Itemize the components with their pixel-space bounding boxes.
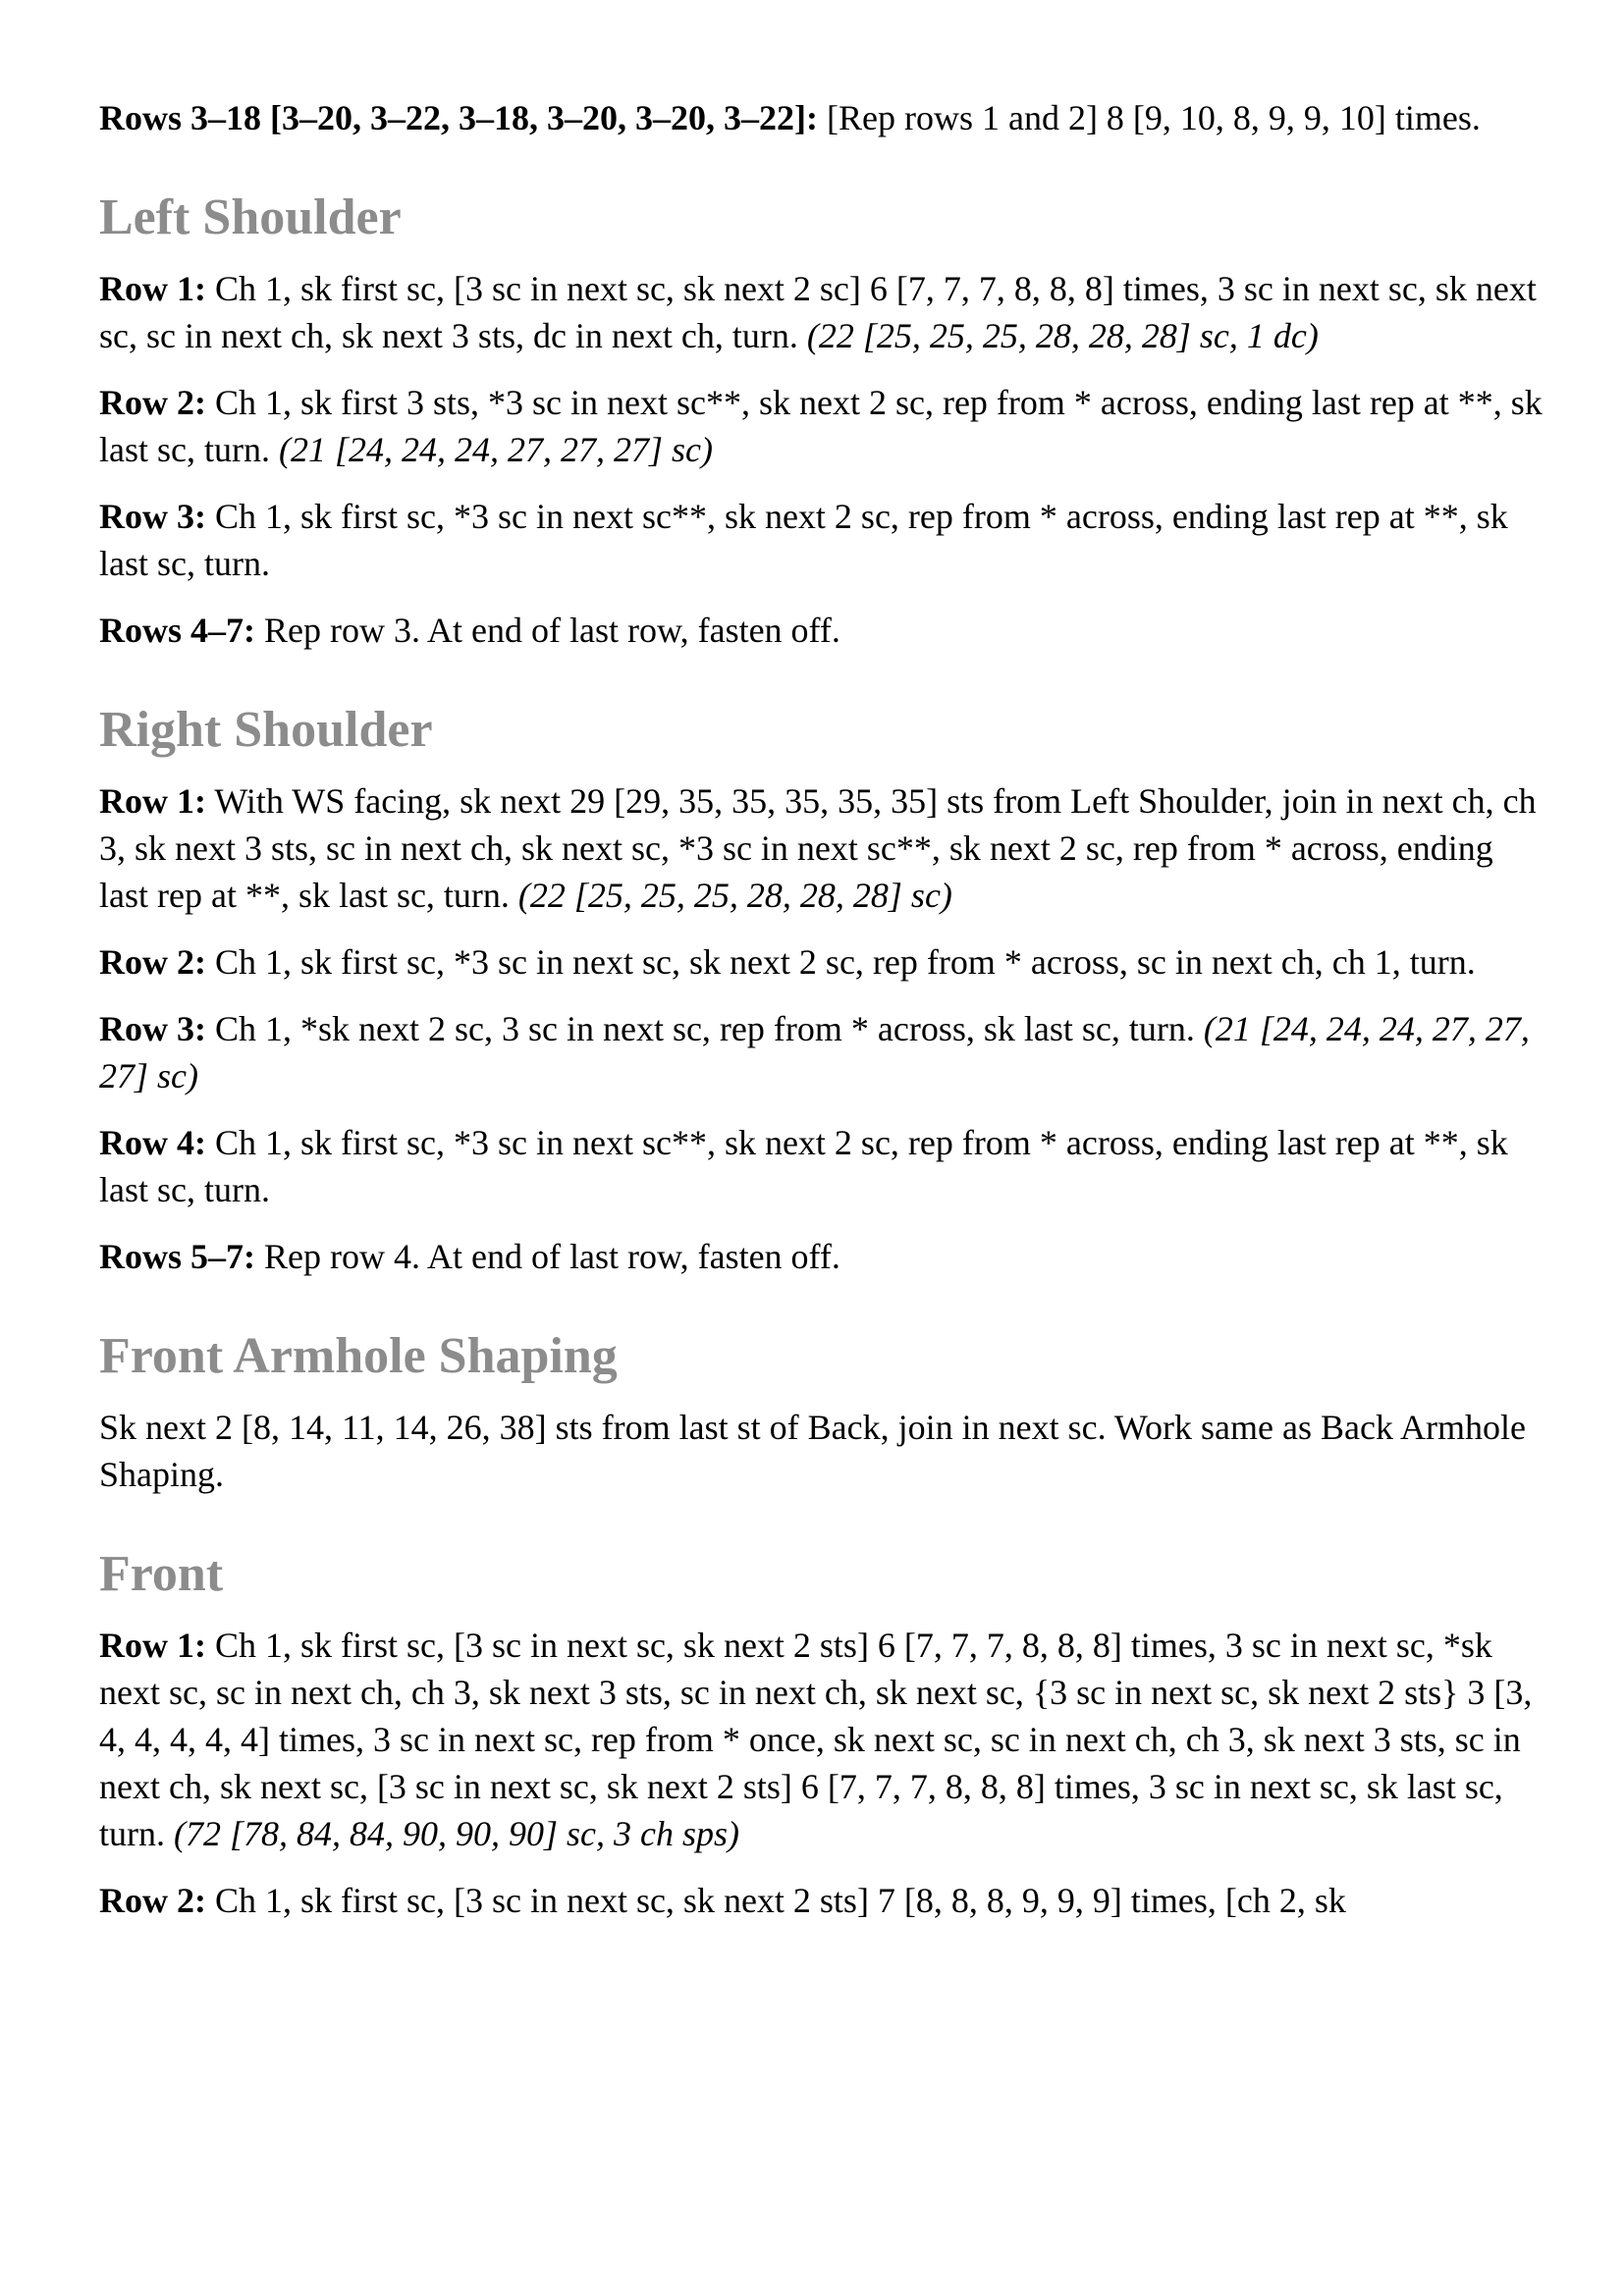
row-label: Row 3:: [99, 497, 206, 536]
row-text: Ch 1, sk first sc, *3 sc in next sc**, sk next 2 sc, rep from * across, ending last rep at **, sk last sc, turn.: [99, 497, 1508, 583]
row-label: Rows 3–18 [3–20, 3–22, 3–18, 3–20, 3–20, 3–22]:: [99, 98, 818, 137]
row-text: Rep row 3. At end of last row, fasten off.: [255, 611, 840, 650]
row-text: Rep row 4. At end of last row, fasten off.: [255, 1237, 840, 1276]
instruction-row: [99, 1622, 1543, 1857]
row-label: Rows 5–7:: [99, 1237, 255, 1276]
row-text: With WS facing, sk next 29 [29, 35, 35, 35, 35, 35] sts from Left Shoulder, join in next ch, ch 3, sk next 3 sts, sc in next ch, sk next sc, *3 sc in next sc**, sk next 2 sc, rep from * across, ending last rep at **, sk last sc, turn.: [99, 781, 1537, 915]
stitch-count-note: (22 [25, 25, 25, 28, 28, 28] sc): [517, 876, 952, 915]
section-heading: Front: [99, 1546, 224, 1602]
stitch-count-note: (21 [24, 24, 24, 27, 27, 27] sc): [278, 430, 713, 469]
row-text: Sk next 2 [8, 14, 11, 14, 26, 38] sts from last st of Back, join in next sc. Work same as Back Armhole Shaping.: [99, 1408, 1526, 1494]
sections-container: [99, 188, 1543, 1924]
pattern-page: [99, 94, 1543, 1944]
instruction-row: [99, 938, 1543, 986]
row-label: Row 2:: [99, 1881, 206, 1920]
instruction-row: [99, 1119, 1543, 1213]
row-label: Row 1:: [99, 269, 206, 308]
intro-paragraph: [99, 94, 1543, 141]
row-label: Row 2:: [99, 942, 206, 982]
row-text: Ch 1, sk first 3 sts, *3 sc in next sc**, sk next 2 sc, rep from * across, ending last rep at **, sk last sc, turn.: [99, 383, 1543, 469]
row-label: Row 3:: [99, 1009, 206, 1048]
instruction-row: [99, 1005, 1543, 1099]
instruction-row: [99, 493, 1543, 587]
section-heading: Left Shoulder: [99, 189, 402, 245]
instruction-row: [99, 1877, 1543, 1924]
row-text: Ch 1, sk first sc, [3 sc in next sc, sk next 2 sc] 6 [7, 7, 7, 8, 8, 8] times, 3 sc in next sc, sk next sc, sc in next ch, sk next 3 sts, dc in next ch, turn.: [99, 269, 1537, 355]
stitch-count-note: (21 [24, 24, 24, 27, 27, 27] sc): [99, 1009, 1530, 1095]
section-heading: Front Armhole Shaping: [99, 1328, 618, 1384]
row-text: Ch 1, sk first sc, *3 sc in next sc, sk next 2 sc, rep from * across, sc in next ch, ch 1, turn.: [205, 942, 1476, 982]
row-label: Row 1:: [99, 1626, 206, 1665]
row-text: [Rep rows 1 and 2] 8 [9, 10, 8, 9, 9, 10] times.: [817, 98, 1481, 137]
row-label: Rows 4–7:: [99, 611, 255, 650]
row-text: Ch 1, sk first sc, [3 sc in next sc, sk next 2 sts] 7 [8, 8, 8, 9, 9, 9] times, [ch 2, sk: [205, 1881, 1346, 1920]
instruction-row: [99, 379, 1543, 473]
instruction-row: [99, 1233, 1543, 1280]
stitch-count-note: (22 [25, 25, 25, 28, 28, 28] sc, 1 dc): [806, 316, 1319, 355]
row-label: Row 4:: [99, 1123, 206, 1162]
instruction-row: [99, 607, 1543, 654]
section-heading: Right Shoulder: [99, 702, 433, 758]
row-text: Ch 1, *sk next 2 sc, 3 sc in next sc, rep from * across, sk last sc, turn.: [205, 1009, 1204, 1048]
instruction-row: [99, 1404, 1543, 1498]
row-text: Ch 1, sk first sc, *3 sc in next sc**, sk next 2 sc, rep from * across, ending last rep at **, sk last sc, turn.: [99, 1123, 1508, 1209]
instruction-row: [99, 777, 1543, 919]
row-label: Row 1:: [99, 781, 206, 821]
row-label: Row 2:: [99, 383, 206, 422]
instruction-row: [99, 265, 1543, 359]
row-text: Ch 1, sk first sc, [3 sc in next sc, sk next 2 sts] 6 [7, 7, 7, 8, 8, 8] times, 3 sc in next sc, *sk next sc, sc in next ch, ch 3, sk next 3 sts, sc in next ch, sk next sc, {3 sc in next sc, sk next 2 sts} 3 [3, 4, 4, 4, 4, 4] times, 3 sc in next sc, rep from * once, sk next sc, sc in next ch, ch 3, sk next 3 sts, sc in next ch, sk next sc, [3 sc in next sc, sk next 2 sts] 6 [7, 7, 7, 8, 8, 8] times, 3 sc in next sc, sk last sc, turn.: [99, 1626, 1533, 1853]
stitch-count-note: (72 [78, 84, 84, 90, 90, 90] sc, 3 ch sps): [174, 1814, 739, 1853]
